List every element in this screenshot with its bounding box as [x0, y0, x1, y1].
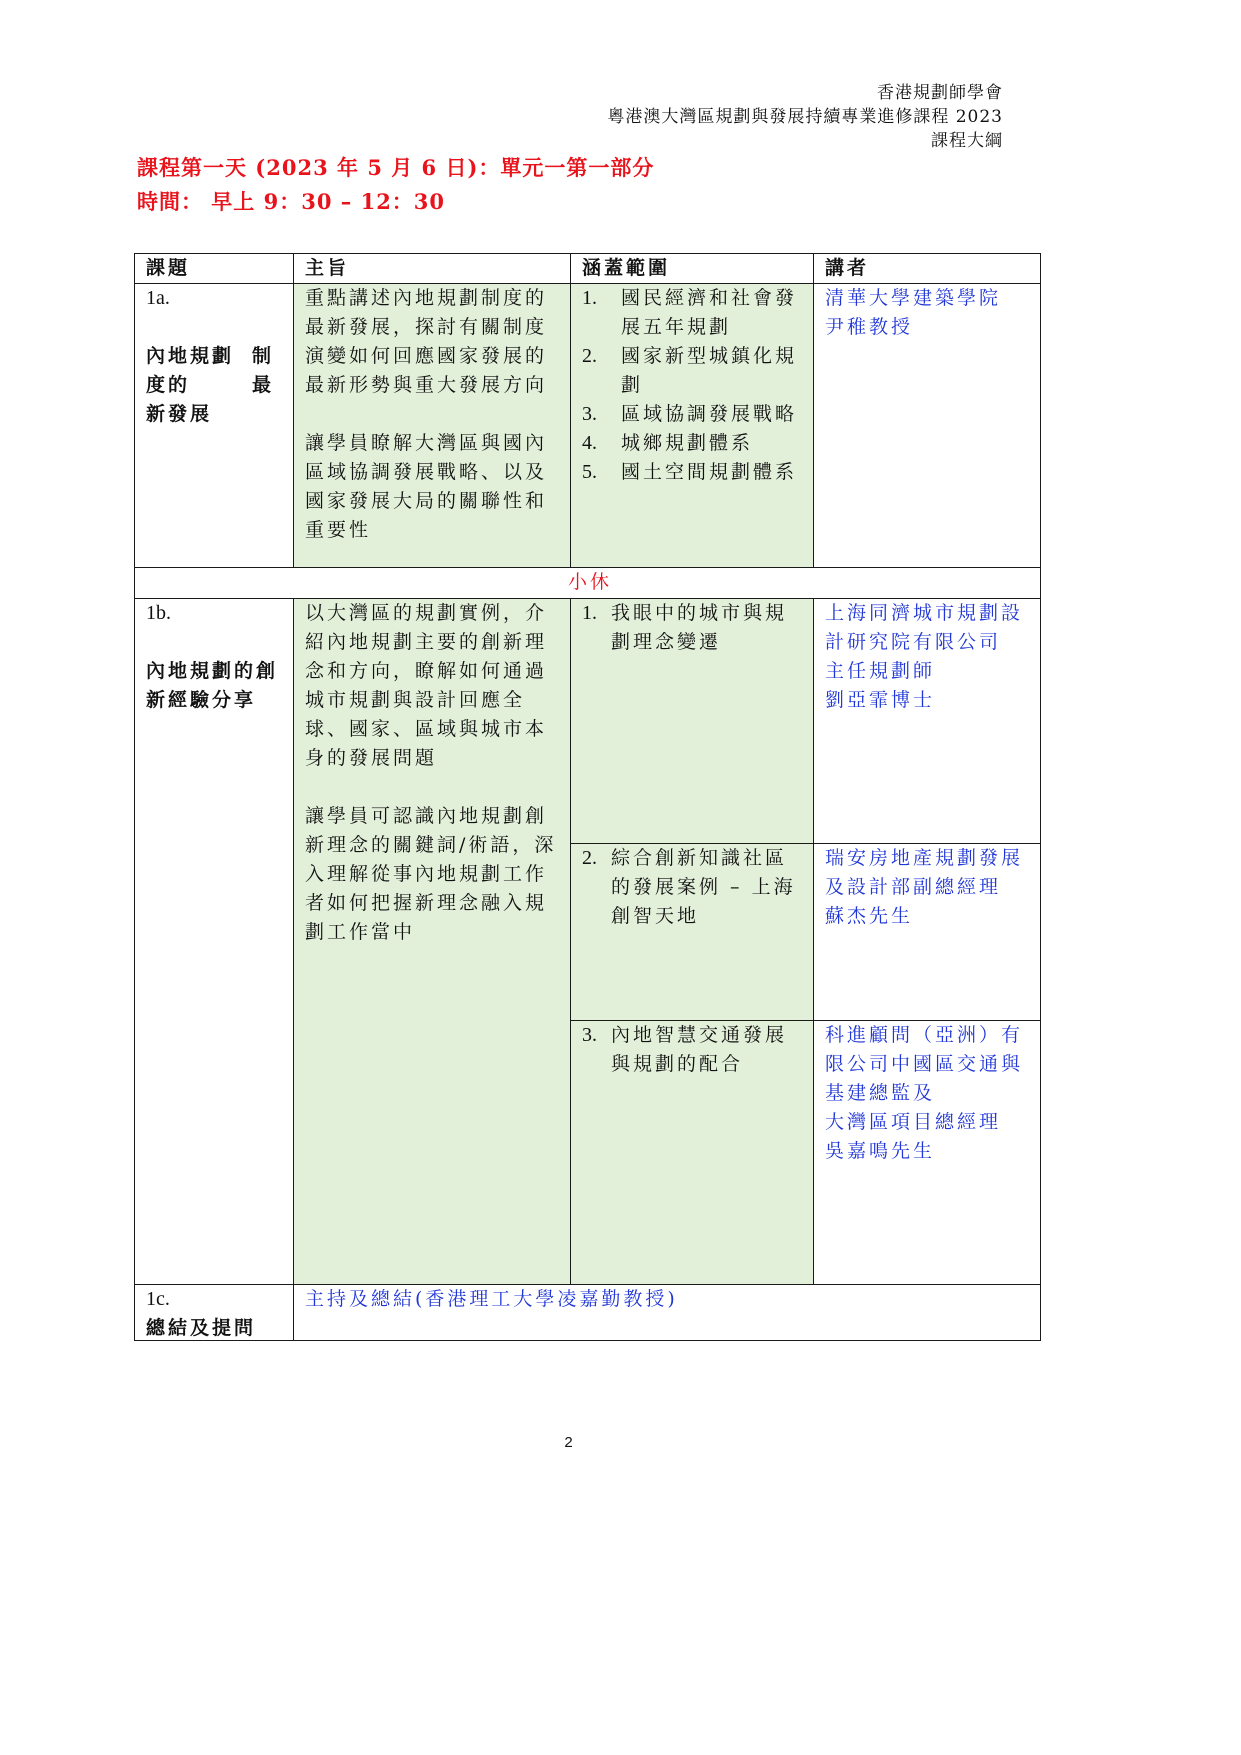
speaker-affiliation: 瑞安房地產規劃發展及設計部副總經理: [825, 847, 1024, 898]
speaker-name: 吳嘉鳴先生: [825, 1140, 936, 1162]
break-row: 小休: [134, 567, 1041, 599]
objective-paragraph: 讓學員可認識內地規劃創新理念的關鍵詞/術語，深入理解從事內地規劃工作者如何把握新理念融入規劃工作當中: [305, 805, 557, 943]
coverage-item: 3. 區域協調發展戰略: [582, 403, 798, 425]
talk-title: 1. 我眼中的城市與規劃理念變遷: [582, 602, 788, 653]
speaker-affiliation: 清華大學建築學院: [825, 287, 1002, 309]
session-code: 1b.: [146, 602, 171, 624]
coverage-item: 1. 國民經濟和社會發展五年規劃: [582, 287, 798, 338]
objective-paragraph: 讓學員瞭解大灣區與國內區域協調發展戰略、以及國家發展大局的關聯性和重要性: [305, 432, 548, 541]
column-header-speaker: 講者: [813, 253, 1041, 284]
session-1a-speaker-cell: [813, 283, 1041, 568]
session-1a-objective-cell: [293, 283, 571, 568]
topic-line: 內地規劃 制: [146, 345, 274, 367]
session-topic: 內地規劃的創新經驗分享: [146, 660, 279, 711]
speaker-name: 尹稚教授: [825, 316, 914, 338]
talk-1-coverage-cell: [570, 598, 814, 844]
session-time: 時間： 早上 9：30 – 12：30: [137, 189, 446, 214]
objective-paragraph: 重點講述內地規劃制度的最新發展，探討有關制度演變如何回應國家發展的最新形勢與重大發展方向: [305, 287, 548, 396]
session-1c-topic-cell: [134, 1284, 294, 1341]
moderator-note: 主持及總結(香港理工大學凌嘉勤教授): [305, 1288, 678, 1310]
session-topic: 總結及提問: [146, 1317, 257, 1339]
speaker-affiliation: 上海同濟城市規劃設計研究院有限公司: [825, 602, 1024, 653]
session-1a-topic-cell: [134, 283, 294, 568]
session-1a-coverage-cell: [570, 283, 814, 568]
coverage-item: 5. 國土空間規劃體系: [582, 461, 798, 483]
session-1c-note-cell: [293, 1284, 1041, 1341]
coverage-item: 2. 國家新型城鎮化規劃: [582, 345, 798, 396]
speaker-position: 大灣區項目總經理: [825, 1111, 1002, 1133]
talk-2-speaker-cell: [813, 843, 1041, 1021]
objective-paragraph: 以大灣區的規劃實例，介紹內地規劃主要的創新理念和方向，瞭解如何通過城市規劃與設計回應全球、國家、區域與城市本身的發展問題: [305, 602, 548, 769]
topic-line: 新發展: [146, 403, 213, 425]
speaker-affiliation: 科進顧問（亞洲）有限公司中國區交通與基建總監及: [825, 1024, 1024, 1104]
talk-2-coverage-cell: [570, 843, 814, 1021]
day-heading: [137, 151, 654, 219]
talk-3-speaker-cell: [813, 1020, 1041, 1285]
page-number: 2: [564, 1434, 573, 1451]
talk-title: 3. 內地智慧交通發展與規劃的配合: [582, 1024, 788, 1075]
topic-line: 度的 最: [146, 374, 274, 396]
speaker-name: 劉亞霏博士: [825, 689, 936, 711]
programme-name: 粵港澳大灣區規劃與發展持續專業進修課程 2023: [607, 107, 1003, 127]
column-header-topic: 課題: [134, 253, 294, 284]
document-header: [607, 81, 1003, 153]
speaker-position: 主任規劃師: [825, 660, 936, 682]
session-code: 1c.: [146, 1288, 170, 1310]
session-code: 1a.: [146, 287, 170, 309]
document-type: 課程大綱: [931, 131, 1003, 151]
column-header-coverage: 涵蓋範圍: [570, 253, 814, 284]
session-1b-objective-cell: [293, 598, 571, 1285]
organization-name: 香港規劃師學會: [877, 83, 1003, 103]
talk-3-coverage-cell: [570, 1020, 814, 1285]
speaker-name: 蘇杰先生: [825, 905, 914, 927]
coverage-item: 4. 城鄉規劃體系: [582, 432, 754, 454]
day-title: 課程第一天 (2023 年 5 月 6 日)：單元一第一部分: [137, 155, 655, 180]
talk-1-speaker-cell: [813, 598, 1041, 844]
talk-title: 2. 綜合創新知識社區的發展案例 – 上海創智天地: [582, 847, 796, 927]
column-header-objective: 主旨: [293, 253, 571, 284]
session-topic: [146, 342, 287, 429]
session-1b-topic-cell: [134, 598, 294, 1285]
